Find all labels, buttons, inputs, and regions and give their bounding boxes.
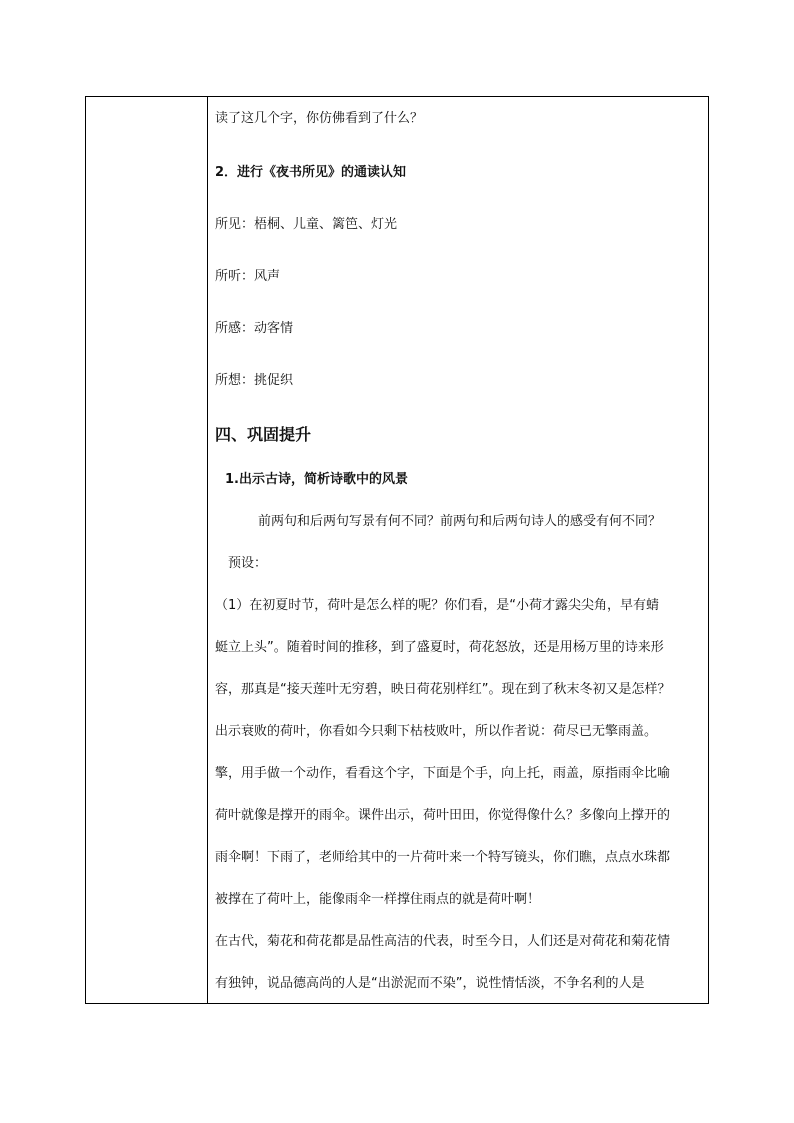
text-line: 读了这几个字，你仿佛看到了什么？ (215, 111, 424, 126)
section-subtitle: 1.出示古诗，简析诗歌中的风景 (225, 472, 408, 487)
text-line: 所想：挑促织 (215, 373, 294, 388)
right-column-cell (208, 97, 708, 1003)
text-line: （1）在初夏时节，荷叶是怎么样的呢？你们看，是“小荷才露尖尖角，早有蜻 (215, 598, 660, 613)
text-line: 所见：梧桐、儿童、篱笆、灯光 (215, 217, 398, 232)
text-line: 容，那真是“接天莲叶无穷碧，映日荷花别样红”。现在到了秋末冬初又是怎样？ (215, 682, 671, 697)
text-line: 所听：风声 (215, 269, 281, 284)
text-line: 雨伞啊！下雨了，老师给其中的一片荷叶来一个特写镜头，你们瞧，点点水珠都 (215, 850, 671, 865)
text-line: 被撑在了荷叶上，能像雨伞一样撑住雨点的就是荷叶啊！ (215, 892, 541, 907)
section-heading: 四、巩固提升 (215, 425, 312, 444)
text-line: 擎，用手做一个动作，看看这个字，下面是个手，向上托，雨盖，原指雨伞比喻 (215, 766, 671, 781)
lesson-plan-table (85, 96, 709, 1004)
text-line: 荷叶就像是撑开的雨伞。课件出示，荷叶田田，你觉得像什么？多像向上撑开的 (215, 808, 671, 823)
text-line: 预设： (228, 556, 268, 571)
left-column-cell (86, 97, 208, 1003)
text-line: 蜓立上头”。随着时间的推移，到了盛夏时，荷花怒放，还是用杨万里的诗来形 (215, 640, 664, 655)
text-line: 出示衰败的荷叶，你看如今只剩下枯枝败叶，所以作者说：荷尽已无擎雨盖。 (215, 724, 658, 739)
section-subtitle: 2．进行《夜书所见》的通读认知 (215, 165, 407, 180)
text-line: 前两句和后两句写景有何不同？前两句和后两句诗人的感受有何不同？ (258, 514, 662, 529)
text-line: 所感：动客情 (215, 321, 294, 336)
text-line: 有独钟，说品德高尚的人是“出淤泥而不染”，说性情恬淡，不争名利的人是 (215, 976, 645, 991)
text-line: 在古代，菊花和荷花都是品性高洁的代表，时至今日，人们还是对荷花和菊花情 (215, 934, 671, 949)
